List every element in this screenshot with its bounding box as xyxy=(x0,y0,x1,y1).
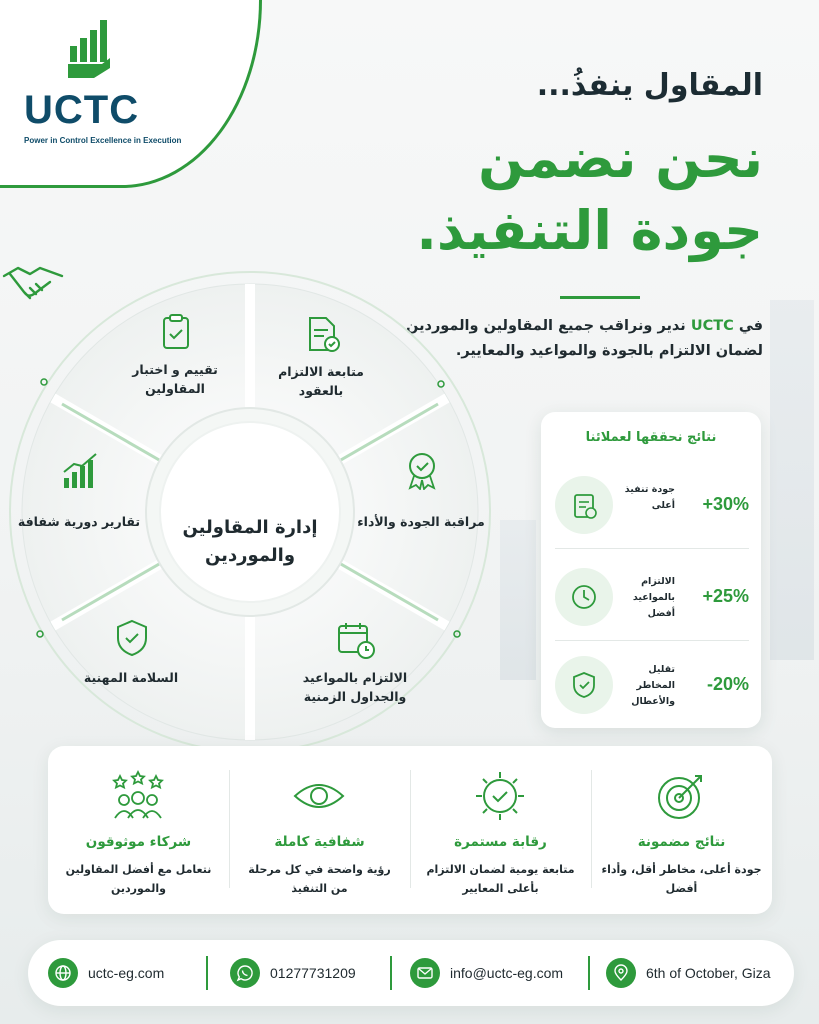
wheel-segment-label: تقييم و اختبار المقاولين xyxy=(132,362,218,397)
result-item xyxy=(555,468,749,548)
handshake-icon xyxy=(0,262,66,306)
wheel-segment-label: تقارير دورية شفافة xyxy=(17,514,141,529)
wheel-segment-label: الالتزام بالمواعيد والجداول الزمنية xyxy=(302,670,408,705)
email-text: info@uctc-eg.com xyxy=(450,965,564,981)
brand-tagline: Power in Control Excellence in Execution xyxy=(24,136,182,145)
result-value: -20% xyxy=(706,674,749,694)
website-text: uctc-eg.com xyxy=(88,965,165,981)
results-divider xyxy=(555,548,749,549)
website-link[interactable] xyxy=(48,940,164,1006)
document-check-icon xyxy=(302,314,342,354)
features-panel xyxy=(48,746,772,914)
quality-badge-icon xyxy=(402,450,442,490)
shield-check-icon xyxy=(555,656,613,714)
calendar-clock-icon xyxy=(336,620,376,660)
result-label: جودة تنفيذ أعلى xyxy=(624,484,675,512)
clock-icon xyxy=(555,568,613,626)
mail-icon xyxy=(410,958,440,988)
result-item xyxy=(555,648,749,728)
services-wheel xyxy=(0,262,496,758)
result-item xyxy=(555,560,749,640)
target-icon xyxy=(653,768,709,824)
feature-title: شركاء موثوقون xyxy=(85,834,192,850)
feature-desc: نتعامل مع أفضل المقاولين والموردين xyxy=(65,863,212,896)
result-label: تقليل المخاطر والأعطال xyxy=(631,664,675,708)
team-stars-icon xyxy=(110,768,166,824)
phone-text: 01277731209 xyxy=(270,965,356,981)
feature-item xyxy=(591,746,772,914)
results-card xyxy=(541,412,761,728)
results-divider xyxy=(555,640,749,641)
results-title: نتائج نحققها لعملائنا xyxy=(585,430,717,445)
headline-line-3: جودة التنفيذ. xyxy=(416,199,763,262)
location-pin-icon xyxy=(606,958,636,988)
contact-bar xyxy=(28,940,794,1006)
email-link[interactable] xyxy=(410,940,563,1006)
contact-separator xyxy=(390,956,392,990)
clipboard-check-icon xyxy=(555,476,613,534)
intro-prefix: في xyxy=(738,318,763,334)
headline-line-2: نحن نضمن xyxy=(478,127,763,190)
intro-brand: UCTC xyxy=(690,318,734,334)
clipboard-check-icon xyxy=(156,312,196,352)
feature-item xyxy=(229,746,410,914)
gear-check-icon xyxy=(472,768,528,824)
globe-icon xyxy=(48,958,78,988)
feature-item xyxy=(410,746,591,914)
feature-title: نتائج مضمونة xyxy=(637,834,726,850)
wheel-segment-label: متابعة الالتزام بالعقود xyxy=(278,364,364,399)
wheel-hub-title: إدارة المقاولين والموردين xyxy=(182,517,318,566)
whatsapp-icon xyxy=(230,958,260,988)
feature-title: رقابة مستمرة xyxy=(454,834,547,850)
feature-desc: جودة أعلى، مخاطر أقل، وأداء أفضل xyxy=(601,863,762,896)
intro-text: ندير ونراقب جميع المقاولين والموردين لضمان الالتزام بالجودة والمواعيد والمعايير. xyxy=(406,318,763,360)
headline-divider xyxy=(560,296,640,299)
contact-separator xyxy=(588,956,590,990)
wheel-segment-label: مراقبة الجودة والأداء xyxy=(357,514,485,529)
result-value: +25% xyxy=(702,586,749,606)
feature-desc: رؤية واضحة في كل مرحلة من التنفيذ xyxy=(248,863,391,896)
location-link[interactable] xyxy=(606,940,771,1006)
wheel-segment-label: السلامة المهنية xyxy=(83,670,179,685)
result-label: الالتزام بالمواعيد أفضل xyxy=(632,576,675,620)
bar-chart-icon xyxy=(60,452,100,492)
result-value: +30% xyxy=(702,494,749,514)
shield-check-icon xyxy=(112,618,152,658)
contact-separator xyxy=(206,956,208,990)
headline-line-1: المقاول ينفذُ... xyxy=(536,68,763,103)
eye-icon xyxy=(291,768,347,824)
brand-name: UCTC xyxy=(24,88,140,132)
feature-title: شفافية كاملة xyxy=(274,834,365,850)
logo-mark-icon xyxy=(64,18,114,82)
skyline-tower xyxy=(770,300,814,660)
skyline-tower xyxy=(500,520,536,680)
feature-desc: متابعة يومية لضمان الالتزام بأعلى المعايير xyxy=(426,863,575,896)
feature-item xyxy=(48,746,229,914)
location-text: 6th of October, Giza xyxy=(646,965,771,981)
phone-link[interactable] xyxy=(230,940,356,1006)
